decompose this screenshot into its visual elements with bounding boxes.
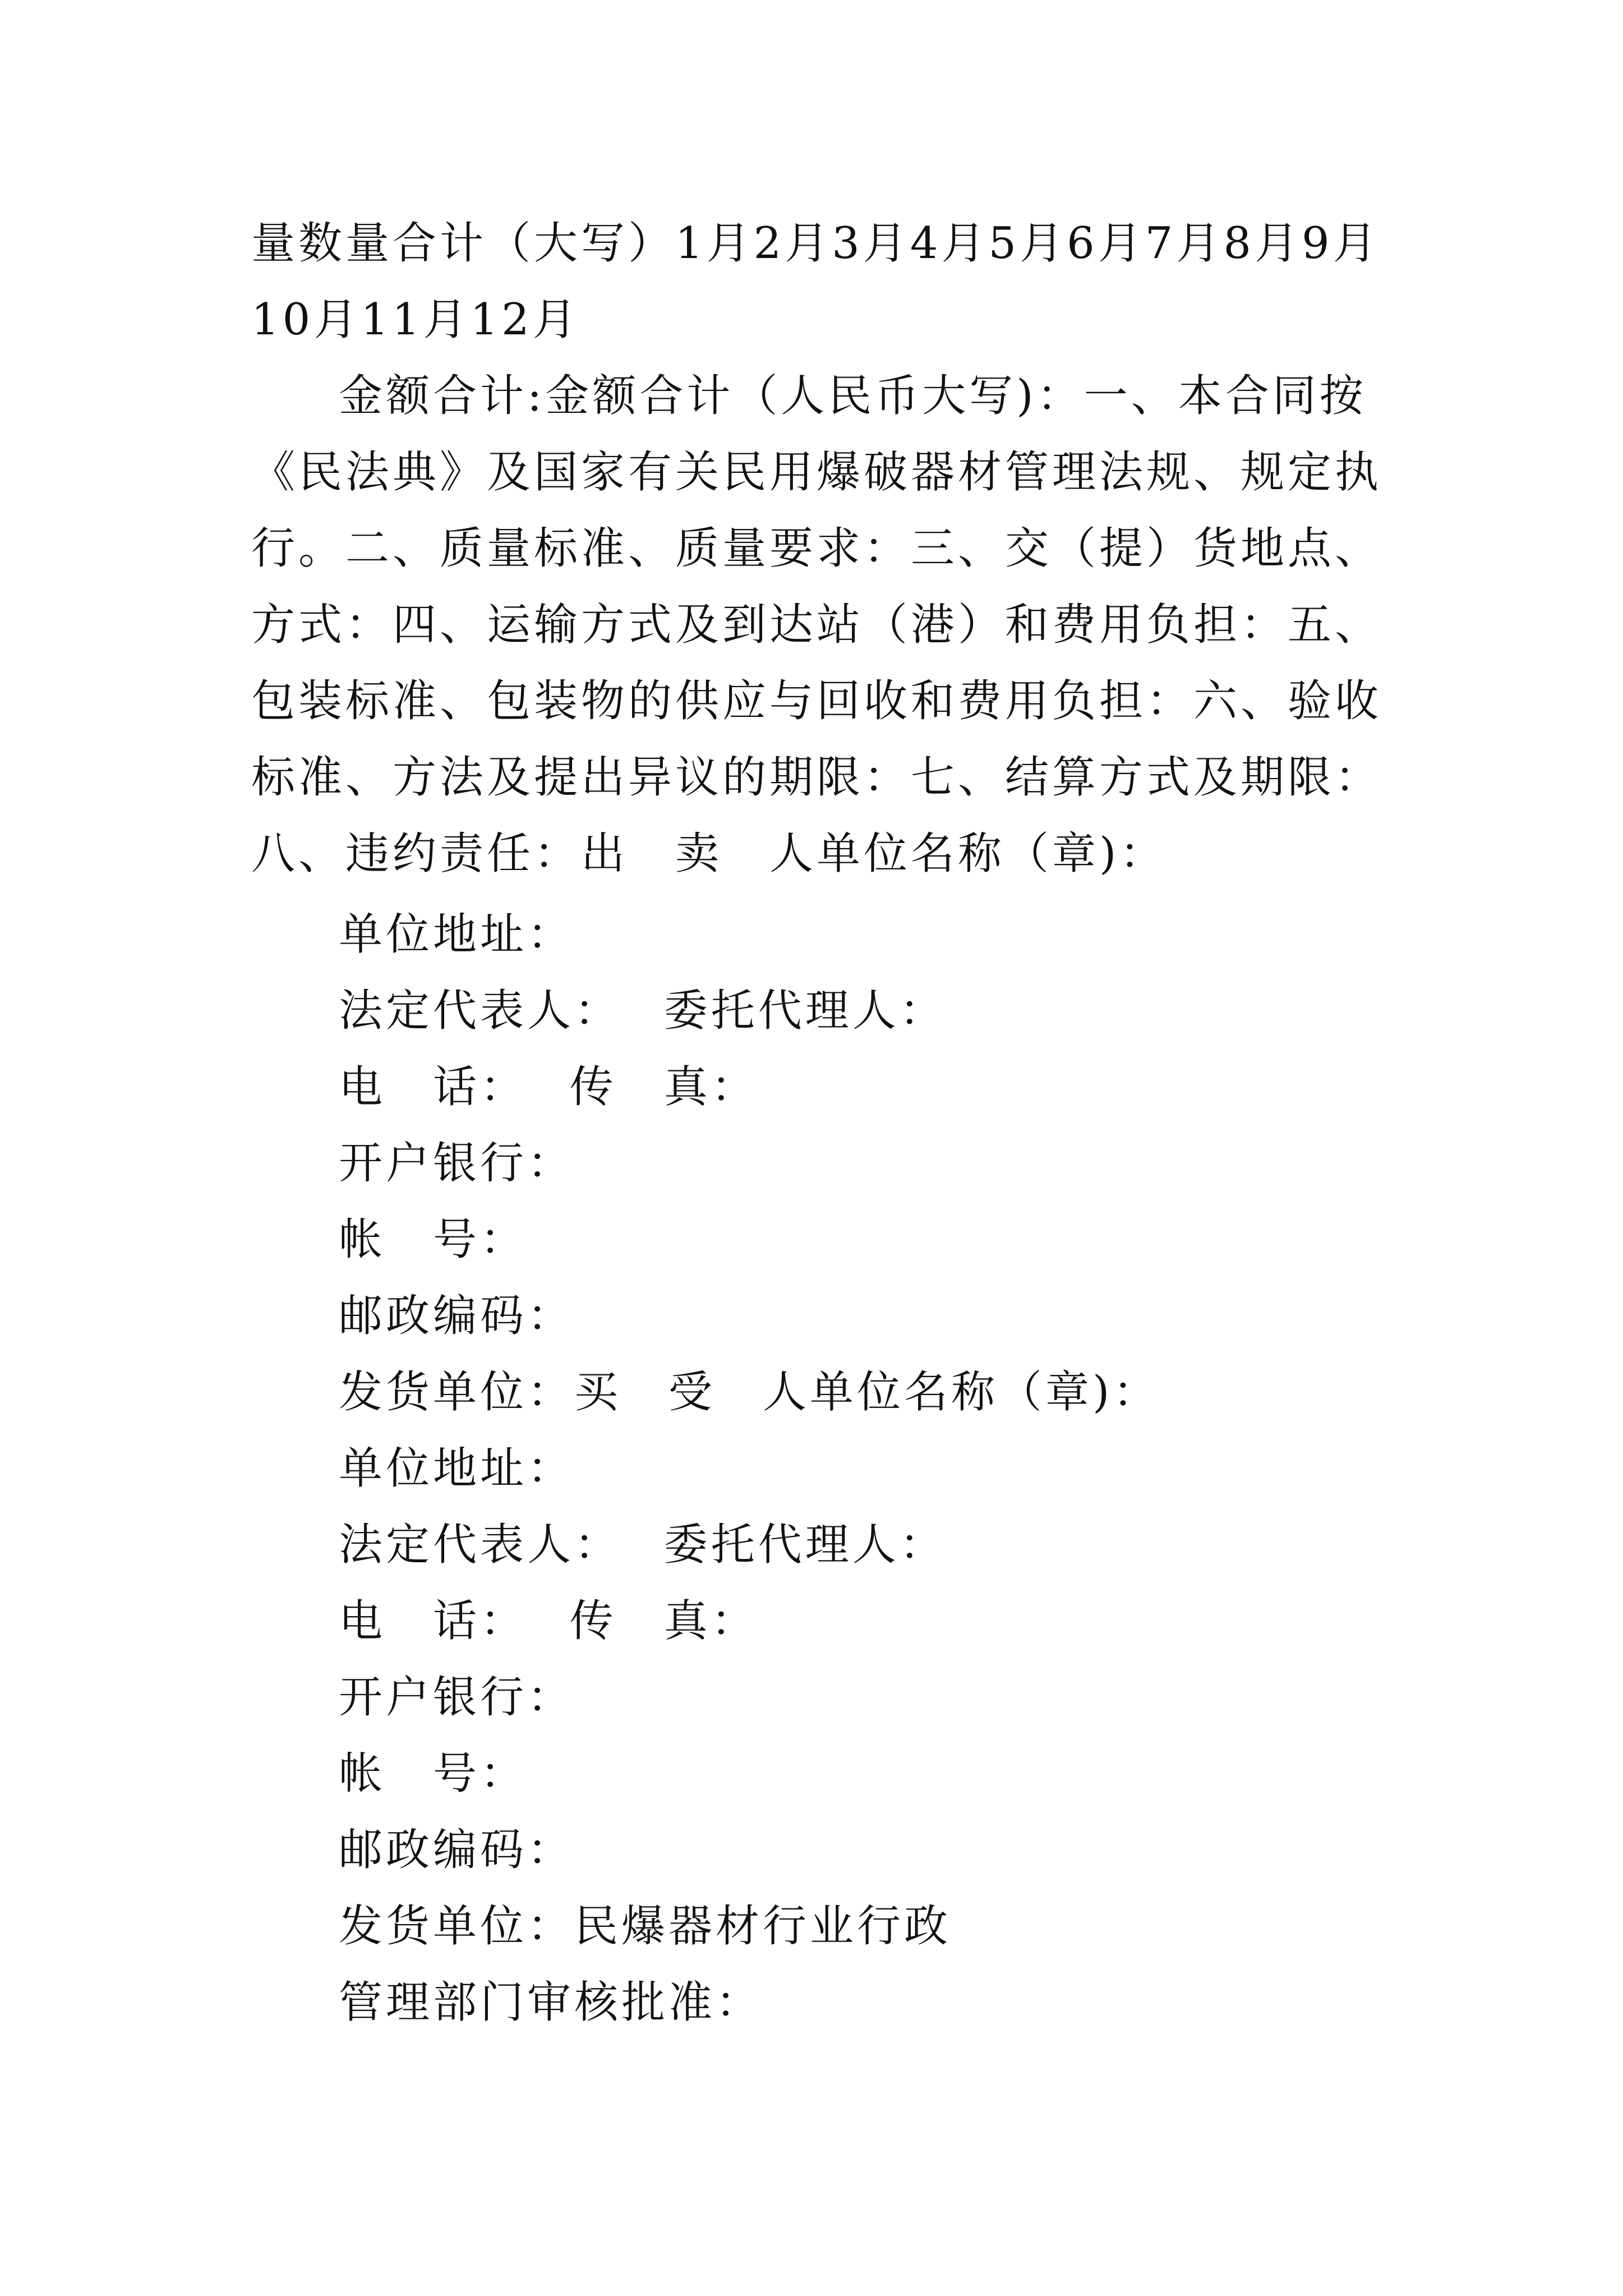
field-approval: 管理部门审核批准： <box>339 1977 763 2028</box>
field-buyer-account: 帐 号： <box>339 1749 528 1799</box>
field-seller-phone-fax: 电 话： 传 真： <box>339 1062 758 1112</box>
field-buyer-bank: 开户银行： <box>339 1672 575 1723</box>
field-buyer-postcode: 邮政编码： <box>339 1825 575 1875</box>
field-buyer-representative: 法定代表人： 委托代理人： <box>339 1520 947 1570</box>
field-seller-account: 帐 号： <box>339 1214 528 1265</box>
field-shipping-unit-buyer-name: 发货单位：买 受 人单位名称（章)： <box>339 1367 1160 1418</box>
field-buyer-phone-fax: 电 话： 传 真： <box>339 1596 758 1646</box>
party-info-fields <box>339 896 1404 2041</box>
field-seller-bank: 开户银行： <box>339 1138 575 1189</box>
field-shipping-unit-authority: 发货单位：民爆器材行业行政 <box>339 1901 952 1952</box>
field-seller-representative: 法定代表人： 委托代理人： <box>339 986 947 1036</box>
contract-terms-text: 金额合计:金额合计（人民币大写)：一、本合同按《民法典》及国家有关民用爆破器材管理法规、规定执行。二、质量标准、质量要求：三、交（提）货地点、方式：四、运输方式及到达站（港）和费用负担：五、包装标准、包装物的供应与回收和费用负担：六、验收标准、方法及提出异议的期限：七、结算方式及期限：八、违约责任：出 卖 人单位名称（章)： <box>251 371 1382 879</box>
quantity-total-line: 量数量合计（大写）1月2月3月4月5月6月7月8月9月10月11月12月 <box>251 218 1380 345</box>
contract-terms-paragraph <box>251 358 1390 892</box>
field-buyer-address: 单位地址： <box>339 1443 575 1494</box>
field-seller-address: 单位地址： <box>339 909 575 960</box>
field-seller-postcode: 邮政编码： <box>339 1291 575 1341</box>
